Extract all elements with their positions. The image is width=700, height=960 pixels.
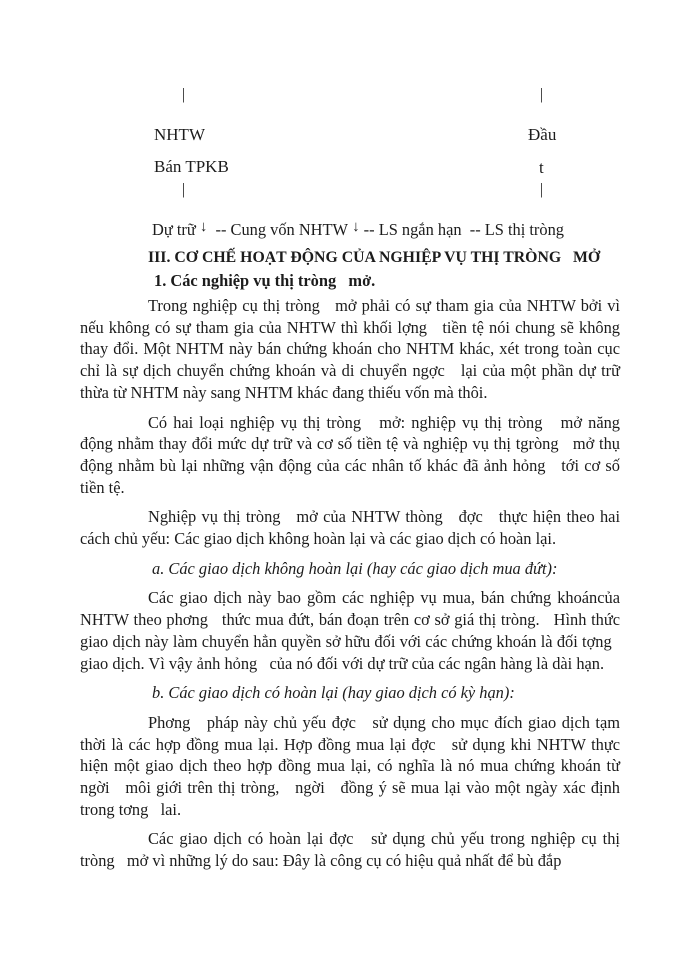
diagram-connector-right-top: | [540, 86, 544, 103]
flow-segment-supply: -- Cung vốn NHTW [207, 220, 353, 239]
paragraph-6: Các giao dịch có hoàn lại đợc sử dụng chủ yếu trong nghiệp cụ thị tròng mở vì những lý do sau: Đây là công cụ có hiệu quả nhất để bù đắp [80, 829, 620, 871]
document-body [80, 247, 620, 880]
down-arrow-icon: ↓ [352, 219, 360, 235]
diagram-label-dau: Đầu [528, 125, 557, 144]
diagram-label-ban-tpkb: Bán TPKB [154, 157, 229, 176]
flow-segment-rates: -- LS ngắn hạn -- LS thị tròng [359, 220, 564, 239]
paragraph-4: Các giao dịch này bao gồm các nghiệp vụ mua, bán chứng khoáncủa NHTW theo phơng thức mua đứt, bán đoạn trên cơ sở giá thị tròng. Hình thức giao dịch này làm chuyển hẳn quyền sở hữu đối với các chứng khoán là đối tợng giao dịch. Vì vậy ảnh hỏng của nó đối với dự trữ của các ngân hàng là dài hạn. [80, 588, 620, 673]
flow-segment-reserves: Dự trữ [152, 220, 200, 239]
down-arrow-icon: ↓ [199, 219, 208, 235]
diagram-connector-right-bottom: | [540, 181, 544, 198]
section-heading-iii: III. CƠ CHẾ HOẠT ĐỘNG CỦA NGHIỆP VỤ THỊ TRÒNG MỞ [148, 249, 601, 266]
item-heading-a: a. Các giao dịch không hoàn lại (hay các giao dịch mua đứt): [152, 558, 558, 578]
paragraph-5: Phơng pháp này chủ yếu đợc sử dụng cho mục đích giao dịch tạm thời là các hợp đồng mua lại. Hợp đồng mua lại đợc sử dụng khi NHTW thực hiện một giao dịch theo hợp đồng mua lại, có nghĩa là nó mua chứng khoán từ ngời môi giới trên thị tròng, ngời đồng ý sẽ mua lại vào một ngày xác định trong tơng lai. [80, 712, 620, 819]
paragraph-1: Trong nghiệp cụ thị tròng mở phải có sự tham gia của NHTW bởi vì nếu không có sự tham gia của NHTW thì khối lợng tiền tệ nói chung sẽ không thay đổi. Một NHTM này bán chứng khoán cho NHTM khác, xét trong toàn cục chỉ là sự dịch chuyển chứng khoán và di chuyển ngợc lại của một phần dự trữ thừa từ NHTM này sang NHTM khác đang thiếu vốn mà thôi. [80, 296, 620, 402]
diagram-label-nhtw: NHTW [154, 125, 205, 144]
paragraph-3: Nghiệp vụ thị tròng mở của NHTW thòng đợc thực hiện theo hai cách chủ yếu: Các giao dịch không hoàn lại và các giao dịch có hoàn lại. [80, 507, 620, 549]
diagram-label-t: t [539, 158, 544, 177]
subsection-heading-1: 1. Các nghiệp vụ thị tròng mở. [154, 271, 376, 290]
flow-chain-line [152, 220, 564, 240]
item-heading-b: b. Các giao dịch có hoàn lại (hay giao dịch có kỳ hạn): [152, 683, 515, 703]
paragraph-2: Có hai loại nghiệp vụ thị tròng mở: nghiệp vụ thị tròng mở năng động nhằm thay đổi mức dự trữ và cơ số tiền tệ và nghiệp vụ thị tgròng mở thụ động nhằm bù lại những vận động của các nhân tố khác đã ảnh hỏng tới cơ số tiền tệ. [80, 412, 620, 497]
diagram-connector-left-bottom: | [182, 181, 186, 198]
diagram-connector-left-top: | [182, 86, 186, 103]
